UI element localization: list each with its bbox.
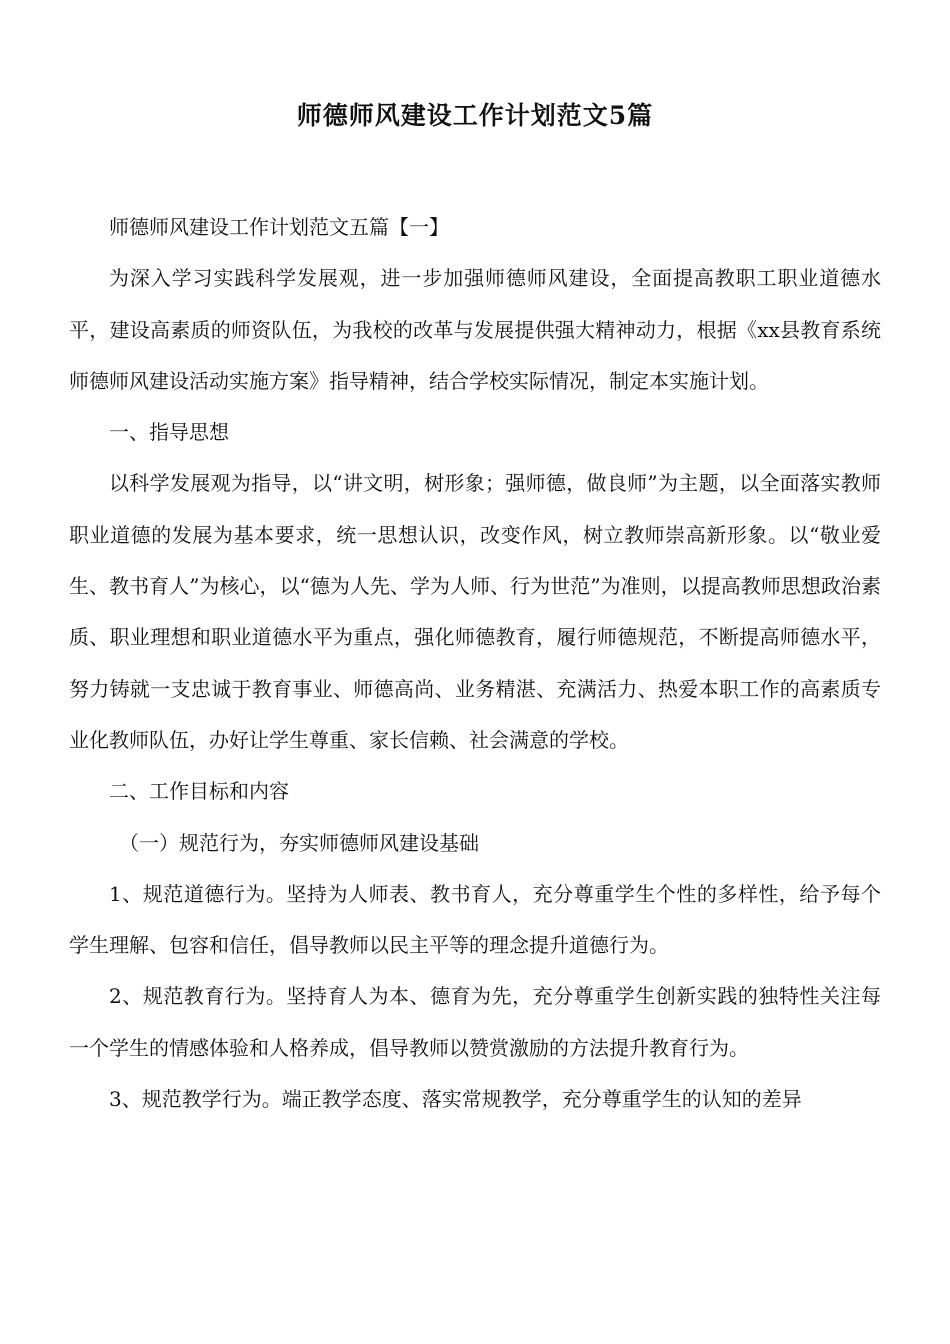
item-education-behavior: 2、规范教育行为。坚持育人为本、德育为先，充分尊重学生创新实践的独特性关注每一个学生的情感体验和人格养成，倡导教师以赞赏激励的方法提升教育行为。: [69, 984, 881, 1060]
guiding-ideology-paragraph: 以科学发展观为指导，以“讲文明，树形象；强师德，做良师”为主题，以全面落实教师职业道德的发展为基本要求，统一思想认识，改变作风，树立教师崇高新形象。以“敬业爱生、教书育人”为核心，以“德为人先、学为人师、行为世范”为准则，以提高教师思想政治素质、职业理想和职业道德水平为重点，强化师德教育，履行师德规范，不断提高师德水平，努力铸就一支忠诚于教育事业、师德高尚、业务精湛、充满活力、热爱本职工作的高素质专业化教师队伍，办好让学生尊重、家长信赖、社会满意的学校。: [69, 471, 881, 752]
document-title: 师德师风建设工作计划范文5篇: [296, 101, 654, 130]
section-heading-one: 师德师风建设工作计划范文五篇【一】: [109, 215, 449, 239]
document-body: [69, 202, 881, 1125]
item-moral-behavior: 1、规范道德行为。坚持为人师表、教书育人，充分尊重学生个性的多样性，给予每个学生理解、包容和信任，倡导教师以民主平等的理念提升道德行为。: [69, 881, 881, 958]
intro-paragraph: 为深入学习实践科学发展观，进一步加强师德师风建设，全面提高教职工职业道德水平，建设高素质的师资队伍，为我校的改革与发展提供强大精神动力，根据《xx县教育系统师德师风建设活动实施方案》指导精神，结合学校实际情况，制定本实施计划。: [69, 266, 881, 393]
subheading-standardize-behavior: （一）规范行为，夯实师德师风建设基础: [119, 830, 479, 855]
heading-work-goals: 二、工作目标和内容: [109, 779, 289, 804]
heading-guiding-ideology: 一、指导思想: [109, 420, 229, 445]
item-teaching-behavior: 3、规范教学行为。端正教学态度、落实常规教学，充分尊重学生的认知的差异: [109, 1087, 802, 1112]
